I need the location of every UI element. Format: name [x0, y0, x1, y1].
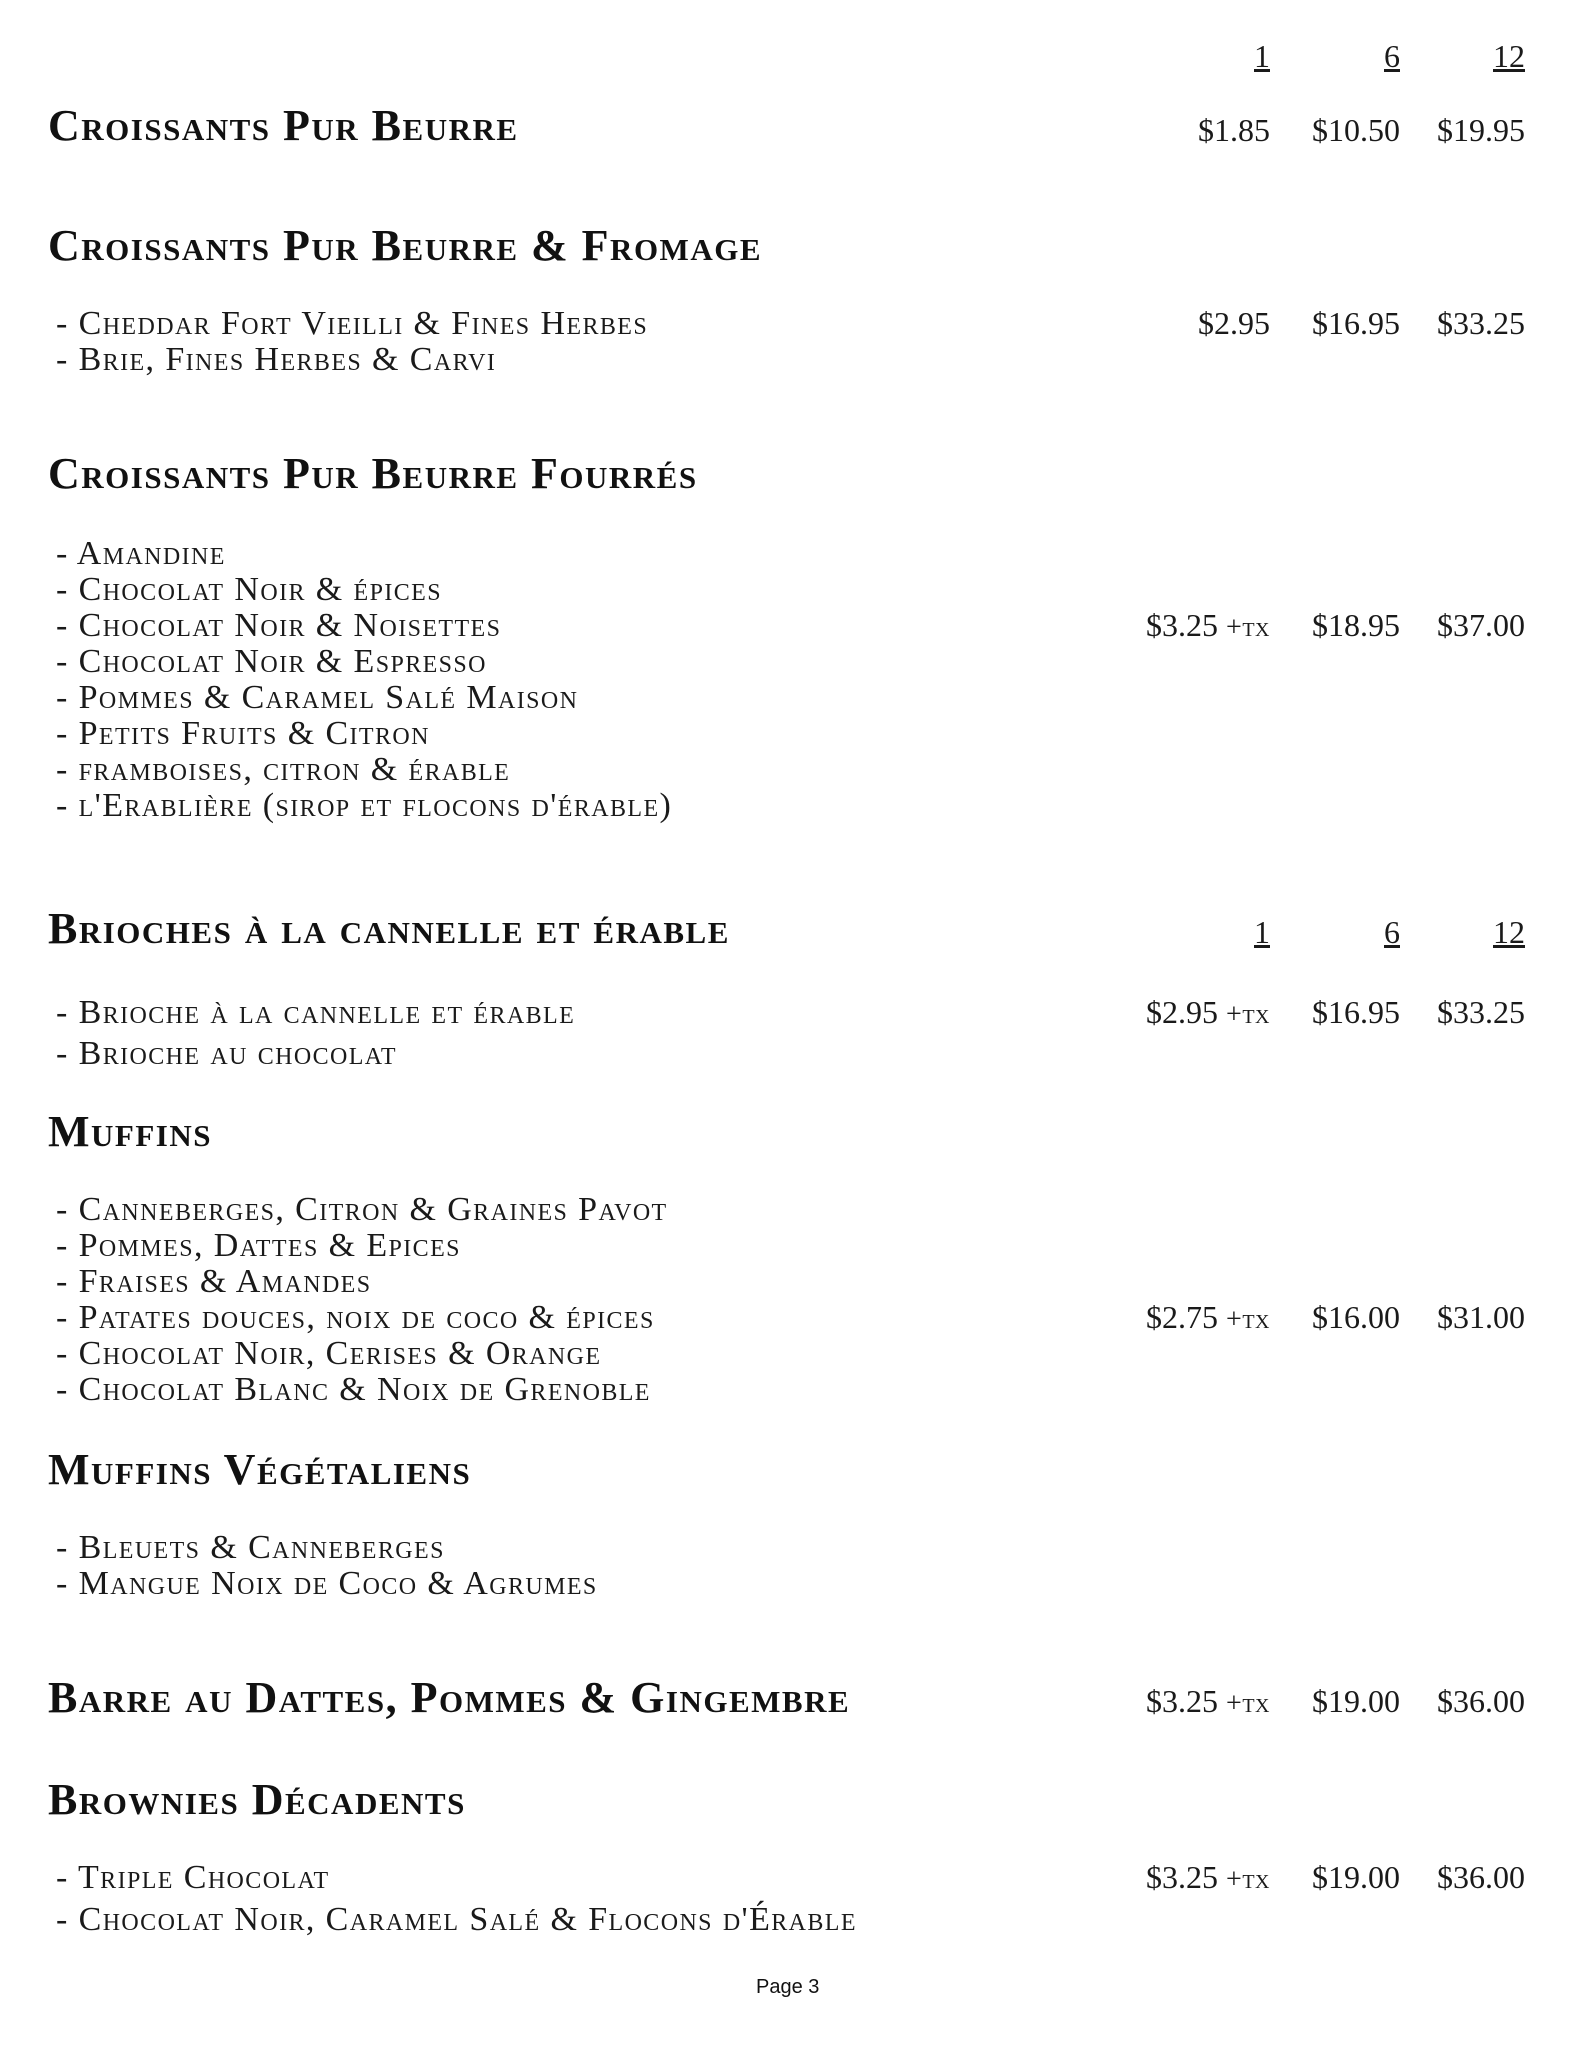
section-title-barre: Barre au Dattes, Pommes & Gingembre — [48, 1673, 851, 1722]
section-title-brownies: Brownies Décadents — [48, 1775, 466, 1824]
price-value: $3.25 — [1146, 1859, 1219, 1895]
section-title-fromage: Croissants Pur Beurre & Fromage — [48, 221, 762, 270]
price-single: $2.95 — [1198, 305, 1270, 341]
menu-item: - Chocolat Noir & épices — [56, 571, 442, 608]
price-six: $19.00 — [1312, 1859, 1400, 1895]
tax-note: +tx — [1226, 1304, 1270, 1335]
price-single — [1080, 994, 1270, 1031]
menu-item: - Brioche au chocolat — [56, 1035, 397, 1072]
qty-header-12: 12 — [1493, 38, 1525, 74]
price-six: $16.95 — [1312, 305, 1400, 341]
price-dozen: $33.25 — [1437, 305, 1525, 341]
page-number: Page 3 — [756, 1976, 820, 1998]
menu-item: - Pommes, Dattes & Epices — [56, 1227, 461, 1264]
menu-item: - Triple Chocolat — [56, 1859, 330, 1896]
qty-header-6: 6 — [1384, 38, 1400, 74]
section-title-fourres: Croissants Pur Beurre Fourrés — [48, 449, 698, 498]
menu-item: - Brie, Fines Herbes & Carvi — [56, 341, 497, 378]
price-single — [1080, 607, 1270, 644]
price-value: $2.95 — [1146, 994, 1219, 1030]
tax-note: +tx — [1226, 1864, 1270, 1895]
price-dozen: $33.25 — [1437, 994, 1525, 1030]
tax-note: +tx — [1226, 1688, 1270, 1719]
section-title-muffins: Muffins — [48, 1107, 212, 1156]
price-six: $10.50 — [1312, 112, 1400, 148]
menu-item: - Brioche à la cannelle et érable — [56, 994, 576, 1031]
qty-header-1: 1 — [1254, 914, 1270, 950]
tax-note: +tx — [1226, 999, 1270, 1030]
price-dozen: $36.00 — [1437, 1859, 1525, 1895]
qty-header-1: 1 — [1254, 38, 1270, 74]
menu-item: - Canneberges, Citron & Graines Pavot — [56, 1191, 668, 1228]
qty-header-12: 12 — [1493, 914, 1525, 950]
menu-item: - Chocolat Blanc & Noix de Grenoble — [56, 1371, 651, 1408]
menu-item: - framboises, citron & érable — [56, 751, 511, 788]
price-six: $18.95 — [1312, 607, 1400, 643]
price-dozen: $36.00 — [1437, 1683, 1525, 1719]
price-single — [1080, 1859, 1270, 1896]
menu-item: - Patates douces, noix de coco & épices — [56, 1299, 655, 1336]
menu-item: - Chocolat Noir & Noisettes — [56, 607, 502, 644]
price-single: $1.85 — [1198, 112, 1270, 148]
price-value: $3.25 — [1146, 1683, 1219, 1719]
price-dozen: $19.95 — [1437, 112, 1525, 148]
menu-item: - Bleuets & Canneberges — [56, 1529, 445, 1566]
menu-item: - Fraises & Amandes — [56, 1263, 372, 1300]
price-six: $16.95 — [1312, 994, 1400, 1030]
section-title-vegetaliens: Muffins Végétaliens — [48, 1445, 472, 1494]
price-dozen: $37.00 — [1437, 607, 1525, 643]
price-single — [1080, 1299, 1270, 1336]
price-six: $16.00 — [1312, 1299, 1400, 1335]
menu-item: - Pommes & Caramel Salé Maison — [56, 679, 579, 716]
section-title-croissants: Croissants Pur Beurre — [48, 101, 519, 150]
section-title-brioches: Brioches à la cannelle et érable — [48, 904, 730, 953]
menu-item: - Chocolat Noir, Caramel Salé & Flocons d'Érable — [56, 1901, 857, 1938]
price-single — [1080, 1683, 1270, 1720]
menu-item: - Mangue Noix de Coco & Agrumes — [56, 1565, 598, 1602]
menu-item: - Chocolat Noir & Espresso — [56, 643, 487, 680]
menu-item: - Chocolat Noir, Cerises & Orange — [56, 1335, 602, 1372]
price-dozen: $31.00 — [1437, 1299, 1525, 1335]
price-value: $2.75 — [1146, 1299, 1219, 1335]
menu-item: - Amandine — [56, 535, 226, 572]
menu-item: - Petits Fruits & Citron — [56, 715, 430, 752]
price-value: $3.25 — [1146, 607, 1219, 643]
price-six: $19.00 — [1312, 1683, 1400, 1719]
menu-item: - Cheddar Fort Vieilli & Fines Herbes — [56, 305, 649, 342]
tax-note: +tx — [1226, 612, 1270, 643]
qty-header-6: 6 — [1384, 914, 1400, 950]
menu-item: - l'Erablière (sirop et flocons d'érable) — [56, 787, 673, 824]
